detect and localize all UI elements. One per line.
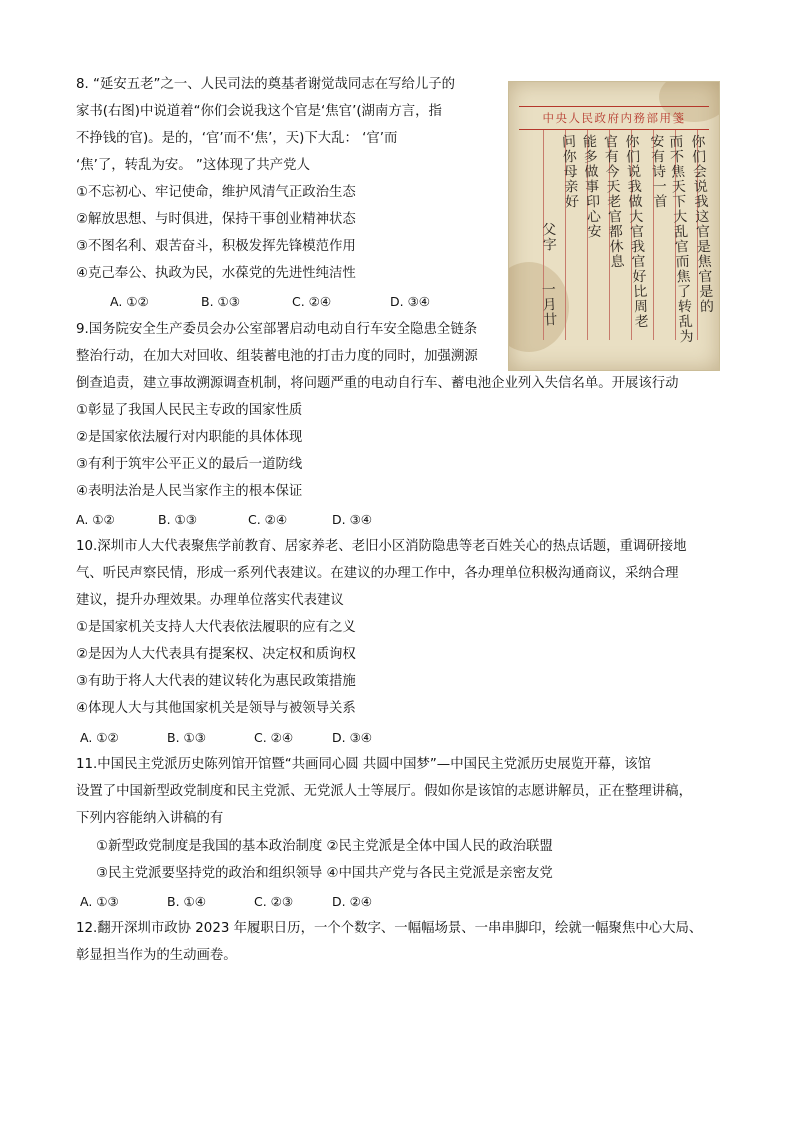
letterhead: 中央人民政府内務部用箋: [519, 106, 709, 130]
q8-option-d[interactable]: D. ③④: [390, 294, 430, 309]
q9-stem-line-2: 整治行动，在加大对回收、组装蓄电池的打击力度的同时，加强溯源: [76, 349, 478, 364]
q10-option-c[interactable]: C. ②④: [254, 730, 294, 745]
q9-item-4: ④表明法治是人民当家作主的根本保证: [76, 484, 303, 499]
letter-signature: 父字: [539, 221, 558, 253]
q11-options: [80, 892, 372, 912]
q10-item-4: ④体现人大与其他国家机关是领导与被领导关系: [76, 701, 356, 716]
letter-column-3: 安有诗一首: [648, 133, 669, 210]
q8-item-2: ②解放思想、与时俱进，保持干事创业精神状态: [76, 212, 356, 227]
q11-stem-line-1: 11.中国民主党派历史陈列馆开馆暨“共画同心圆 共圆中国梦”—中国民主党派历史展览开幕，该馆: [76, 757, 652, 772]
q10-options: [80, 728, 372, 748]
q10-option-a[interactable]: A. ①②: [80, 730, 119, 745]
letter-column-1: 你们会说我这官是焦官是的: [688, 133, 715, 315]
letter-column-6: 能多做事印心安: [580, 133, 603, 240]
q8-options: [110, 292, 430, 312]
letter-column-2: 而不焦天下大乱官而焦了转乱为: [666, 133, 694, 345]
q9-stem-line-1: 9.国务院安全生产委员会办公室部署启动电动自行车安全隐患全链条: [76, 322, 478, 337]
q10-item-2: ②是因为人大代表具有提案权、决定权和质询权: [76, 647, 356, 662]
q11-items-row-2: ③民主党派要坚持党的政治和组织领导 ④中国共产党与各民主党派是亲密友党: [96, 866, 553, 881]
q11-option-c[interactable]: C. ②③: [254, 894, 294, 909]
q8-option-b[interactable]: B. ①③: [201, 294, 240, 309]
q9-options: [76, 510, 372, 530]
q8-stem-line-4: ‘焦’了，转乱为安。 ”这体现了共产党人: [76, 158, 310, 173]
letter-column-4: 你们说我做大官我官好比周老: [622, 133, 650, 330]
q10-option-b[interactable]: B. ①③: [167, 730, 206, 745]
q8-stem-line-1: 8. “延安五老”之一、人民司法的奠基者谢觉哉同志在写给儿子的: [76, 77, 456, 92]
letter-column-7: 问你母亲好: [559, 133, 580, 210]
q11-option-b[interactable]: B. ①④: [167, 894, 206, 909]
q12-stem-line-1: 12.翻开深圳市政协 2023 年履职日历，一个个数字、一幅幅场景、一串串脚印，绘就一幅聚焦中心大局、: [76, 921, 703, 936]
q11-option-a[interactable]: A. ①③: [80, 894, 119, 909]
q9-item-3: ③有利于筑牢公平正义的最后一道防线: [76, 457, 303, 472]
letter-column-5: 官有今天老官都休息: [601, 133, 625, 270]
q8-item-1: ①不忘初心、牢记使命，维护风清气正政治生态: [76, 185, 356, 200]
q11-stem-line-2: 设置了中国新型政党制度和民主党派、无党派人士等展厅。假如你是该馆的志愿讲解员，正在整理讲稿，: [76, 784, 692, 799]
q8-stem-line-2: 家书(右图)中说道着“你们会说我这个官是‘焦官’(湖南方言，指: [76, 104, 442, 119]
q11-items-row-1: ①新型政党制度是我国的基本政治制度 ②民主党派是全体中国人民的政治联盟: [96, 839, 553, 854]
q8-option-c[interactable]: C. ②④: [292, 294, 332, 309]
q9-stem-line-3: 倒查追责，建立事故溯源调查机制，将问题严重的电动自行车、蓄电池企业列入失信名单。开展该行动: [76, 376, 679, 391]
q9-option-d[interactable]: D. ③④: [332, 512, 372, 527]
q9-option-c[interactable]: C. ②④: [248, 512, 288, 527]
q10-item-3: ③有助于将人大代表的建议转化为惠民政策措施: [76, 674, 356, 689]
q8-item-4: ④克己奉公、执政为民，水葆党的先进性纯洁性: [76, 266, 356, 281]
q8-stem-line-3: 不挣钱的官)。是的，‘官’而不‘焦’，天)下大乱： ‘官’而: [76, 131, 398, 146]
q9-option-a[interactable]: A. ①②: [76, 512, 115, 527]
q9-item-2: ②是国家依法履行对内职能的具体体现: [76, 430, 303, 445]
handwritten-letter-image: [508, 81, 720, 371]
q11-option-d[interactable]: D. ②④: [332, 894, 372, 909]
q8-option-a[interactable]: A. ①②: [110, 294, 149, 309]
q12-stem-line-2: 彰显担当作为的生动画卷。: [76, 948, 237, 963]
letter-date: 一月廿: [539, 281, 558, 328]
q10-option-d[interactable]: D. ③④: [332, 730, 372, 745]
q11-stem-line-3: 下列内容能纳入讲稿的有: [76, 811, 224, 826]
q10-stem-line-3: 建议，提升办理效果。办理单位落实代表建议: [76, 593, 344, 608]
q10-item-1: ①是国家机关支持人大代表依法履职的应有之义: [76, 620, 356, 635]
q8-item-3: ③不图名利、艰苦奋斗，积极发挥先锋模范作用: [76, 239, 356, 254]
q9-item-1: ①彰显了我国人民民主专政的国家性质: [76, 403, 303, 418]
q9-option-b[interactable]: B. ①③: [158, 512, 197, 527]
q10-stem-line-2: 气、听民声察民情，形成一系列代表建议。在建议的办理工作中，各办理单位积极沟通商议，采纳合理: [76, 566, 679, 581]
q10-stem-line-1: 10.深圳市人大代表聚焦学前教育、居家养老、老旧小区消防隐患等老百姓关心的热点话题，重调研接地: [76, 539, 687, 554]
